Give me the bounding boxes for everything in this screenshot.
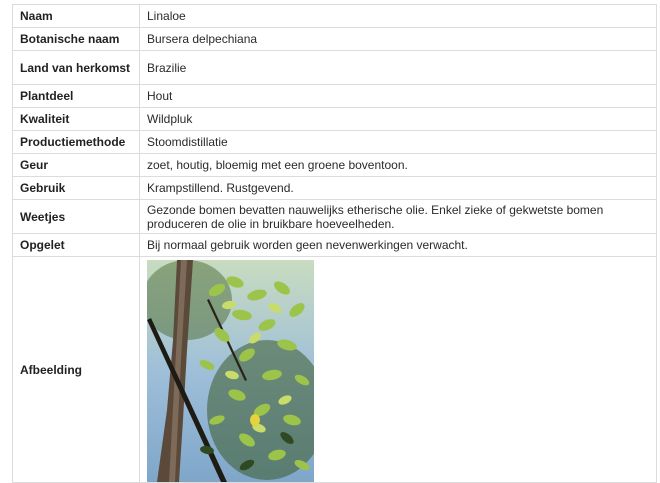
row-value: Gezonde bomen bevatten nauwelijks etherische olie. Enkel zieke of gekwetste bomen produceren de olie in bruikbare hoeveelheden. (140, 200, 657, 234)
row-label: Afbeelding (13, 257, 140, 483)
row-value: Linaloe (140, 5, 657, 28)
row-label: Naam (13, 5, 140, 28)
table-row (13, 131, 657, 154)
row-label: Productiemethode (13, 131, 140, 154)
table-row (13, 200, 657, 234)
table-row (13, 28, 657, 51)
row-value: Wildpluk (140, 108, 657, 131)
row-label: Land van herkomst (13, 51, 140, 85)
row-value: Stoomdistillatie (140, 131, 657, 154)
table-row (13, 257, 657, 483)
table-row (13, 154, 657, 177)
row-value: zoet, houtig, bloemig met een groene boventoon. (140, 154, 657, 177)
row-value: Brazilie (140, 51, 657, 85)
table-row (13, 51, 657, 85)
info-table (12, 4, 657, 483)
tree-leaves-photo (147, 260, 314, 482)
image-cell (140, 257, 657, 483)
row-label: Kwaliteit (13, 108, 140, 131)
row-value: Bursera delpechiana (140, 28, 657, 51)
row-label: Plantdeel (13, 85, 140, 108)
table-row (13, 5, 657, 28)
row-label: Geur (13, 154, 140, 177)
row-value: Hout (140, 85, 657, 108)
table-row (13, 177, 657, 200)
table-row (13, 234, 657, 257)
row-label: Botanische naam (13, 28, 140, 51)
row-label: Weetjes (13, 200, 140, 234)
row-label: Opgelet (13, 234, 140, 257)
row-label: Gebruik (13, 177, 140, 200)
row-value: Bij normaal gebruik worden geen nevenwerkingen verwacht. (140, 234, 657, 257)
table-row (13, 85, 657, 108)
row-value: Krampstillend. Rustgevend. (140, 177, 657, 200)
table-row (13, 108, 657, 131)
